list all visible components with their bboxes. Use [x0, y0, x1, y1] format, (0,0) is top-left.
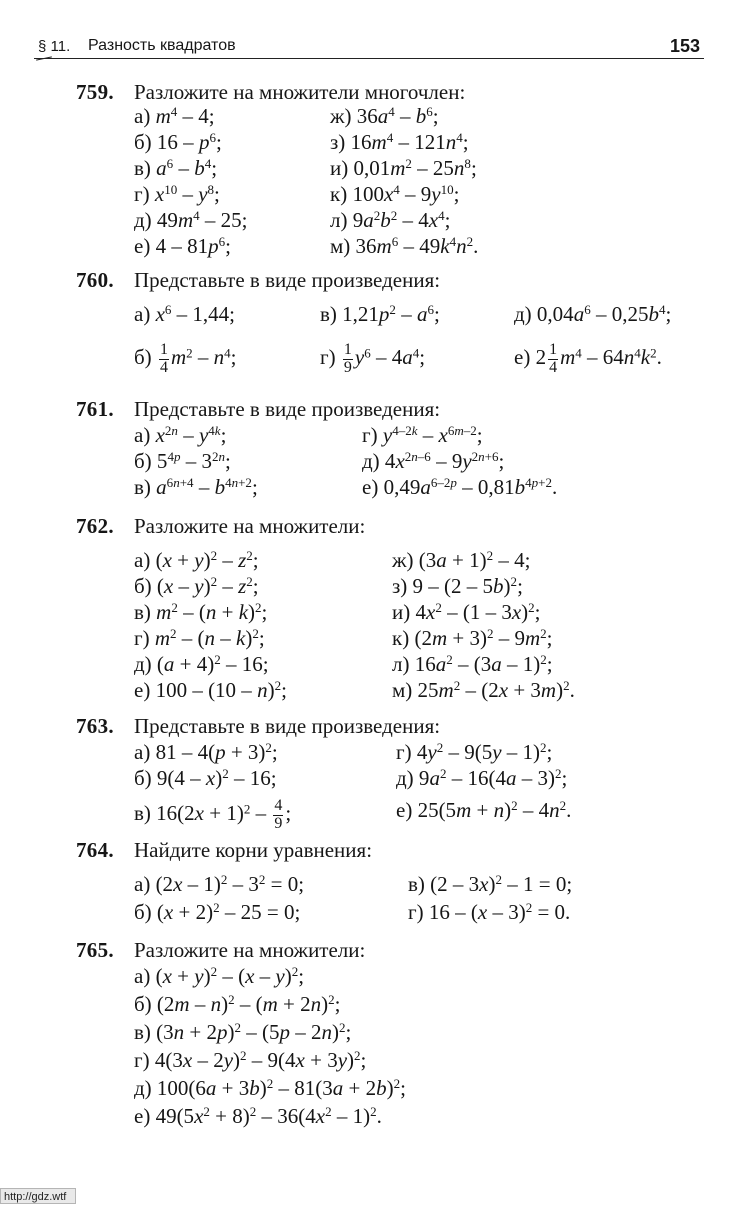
- problem-number: 762.: [76, 514, 114, 538]
- exercise-item: г) $x^{10} - y^8$;: [134, 182, 220, 206]
- header-rule: [34, 58, 704, 59]
- exercise-item: д) $0,04a^6 - 0,25b^4$;: [514, 302, 672, 326]
- problem-title: Представьте в виде произведения:: [134, 397, 441, 421]
- exercise-item: д) $4x^{2n-6} - 9y^{2n+6}$;: [362, 449, 505, 473]
- exercise-item: а) $(x + y)^2 - (x - y)^2$;: [134, 964, 305, 988]
- exercise-item: е) 100 – (10 – n)$^2$;: [134, 678, 287, 702]
- problem-number: 759.: [76, 80, 114, 104]
- exercise-item: б) $(x + 2)^2 - 25 = 0$;: [134, 900, 301, 924]
- problem-title: Разложите на множители:: [134, 514, 366, 538]
- exercise-item: б) $(2m - n)^2 - (m + 2n)^2$;: [134, 992, 341, 1016]
- exercise-item: л) $9a^2b^2 - 4x^4$;: [330, 208, 451, 232]
- exercise-item: б) 9(4 – x)$^2$ – 16;: [134, 766, 277, 790]
- exercise-item: е) $0,49a^{6-2p} - 0,81b^{4p+2}$.: [362, 475, 558, 499]
- exercise-item: г) $m^2 - (n - k)^2$;: [134, 626, 265, 650]
- exercise-item: ж) $(3a + 1)^2 - 4$;: [392, 548, 531, 572]
- problem-number: 763.: [76, 714, 114, 738]
- exercise-item: и) $4x^2 - (1 - 3x)^2$;: [392, 600, 541, 624]
- problem-title: Найдите корни уравнения:: [134, 838, 373, 862]
- exercise-item: б) $5^{4p} - 3^{2n}$;: [134, 449, 231, 473]
- problem-number: 764.: [76, 838, 114, 862]
- exercise-item: м) $25m^2 - (2x + 3m)^2$.: [392, 678, 575, 702]
- exercise-item: б) $(x - y)^2 - z^2$;: [134, 574, 259, 598]
- exercise-item: д) $100(6a + 3b)^2 - 81(3a + 2b)^2$;: [134, 1076, 406, 1100]
- section-title: Разность квадратов: [88, 37, 236, 54]
- exercise-item: д) $9a^2 - 16(4a - 3)^2$;: [396, 766, 568, 790]
- exercise-item: е) $49(5x^2 + 8)^2 - 36(4x^2 - 1)^2$.: [134, 1104, 382, 1128]
- exercise-item: в) (2 – 3x)$^2$ – 1 = 0;: [408, 872, 573, 896]
- exercise-item: ж) $36a^4 - b^6$;: [330, 104, 439, 128]
- exercise-item: г) $\frac{1}{9}$ $y^6 - 4a^4$;: [320, 341, 426, 376]
- exercise-item: г) $4y^2 - 9(5y - 1)^2$;: [396, 740, 553, 764]
- exercise-item: е) $4 - 81p^6$;: [134, 234, 231, 258]
- section-label: § 11.: [38, 38, 71, 55]
- exercise-item: б) $16 - p^6$;: [134, 130, 222, 154]
- exercise-item: в) $m^2 - (n + k)^2$;: [134, 600, 268, 624]
- page-number: 153: [669, 36, 700, 56]
- problem-title: Разложите на множители многочлен:: [134, 80, 466, 104]
- problem-title: Представьте в виде произведения:: [134, 268, 441, 292]
- exercise-item: е) 2 $\frac{1}{4}$ $m^4 - 64n^4k^2$.: [514, 341, 662, 376]
- exercise-item: к) $100x^4 - 9y^{10}$;: [330, 182, 460, 206]
- exercise-item: а) $x^{2n} - y^{4k}$;: [134, 423, 227, 447]
- exercise-item: а) $81 - 4(p + 3)^2$;: [134, 740, 278, 764]
- exercise-item: л) $16a^2 - (3a - 1)^2$;: [392, 652, 553, 676]
- exercise-item: в) $a^{6n+4} - b^{4n+2}$;: [134, 475, 258, 499]
- problem-number: 765.: [76, 938, 114, 962]
- exercise-item: к) $(2m + 3)^2 - 9m^2$;: [392, 626, 553, 650]
- problem-title: Представьте в виде произведения:: [134, 714, 441, 738]
- exercise-item: а) $x^6 - 1,44$;: [134, 302, 236, 326]
- exercise-item: в) $16(2x + 1)^2$ – $\frac{4}{9}$ ;: [134, 797, 292, 832]
- exercise-item: и) $0,01m^2 - 25n^8$;: [330, 156, 477, 180]
- exercise-item: в) $(3n + 2p)^2 - (5p - 2n)^2$;: [134, 1020, 352, 1044]
- exercise-item: з) $16m^4 - 121n^4$;: [330, 130, 469, 154]
- exercise-item: г) 16 – (x – 3)$^2$ = 0.: [408, 900, 571, 924]
- exercise-item: м) $36m^6 - 49k^4n^2$.: [330, 234, 479, 258]
- exercise-item: д) $(a + 4)^2 - 16$;: [134, 652, 269, 676]
- exercise-item: в) $a^6 - b^4$;: [134, 156, 218, 180]
- exercise-item: б) $\frac{1}{4}$ $m^2 - n^4$;: [134, 341, 237, 376]
- exercise-item: в) $1,21p^2 - a^6$;: [320, 302, 440, 326]
- exercise-item: г) $y^{4-2k} - x^{6m-2}$;: [362, 423, 483, 447]
- problem-number: 760.: [76, 268, 114, 292]
- exercise-item: а) $(2x - 1)^2 - 3^2 = 0$;: [134, 872, 305, 896]
- exercise-item: з) 9 – (2 – 5b)$^2$;: [392, 574, 523, 598]
- exercise-item: а) $(x + y)^2 - z^2$;: [134, 548, 259, 572]
- exercise-item: г) $4(3x - 2y)^2 - 9(4x + 3y)^2$;: [134, 1048, 367, 1072]
- exercise-item: а) $m^4 - 4$;: [134, 104, 215, 128]
- watermark-link[interactable]: http://gdz.wtf: [0, 1188, 76, 1204]
- problem-number: 761.: [76, 397, 114, 421]
- exercise-item: е) $25(5m + n)^2 - 4n^2$.: [396, 798, 572, 822]
- exercise-item: д) $49m^4 - 25$;: [134, 208, 248, 232]
- page-header: [30, 34, 710, 64]
- problem-title: Разложите на множители:: [134, 938, 366, 962]
